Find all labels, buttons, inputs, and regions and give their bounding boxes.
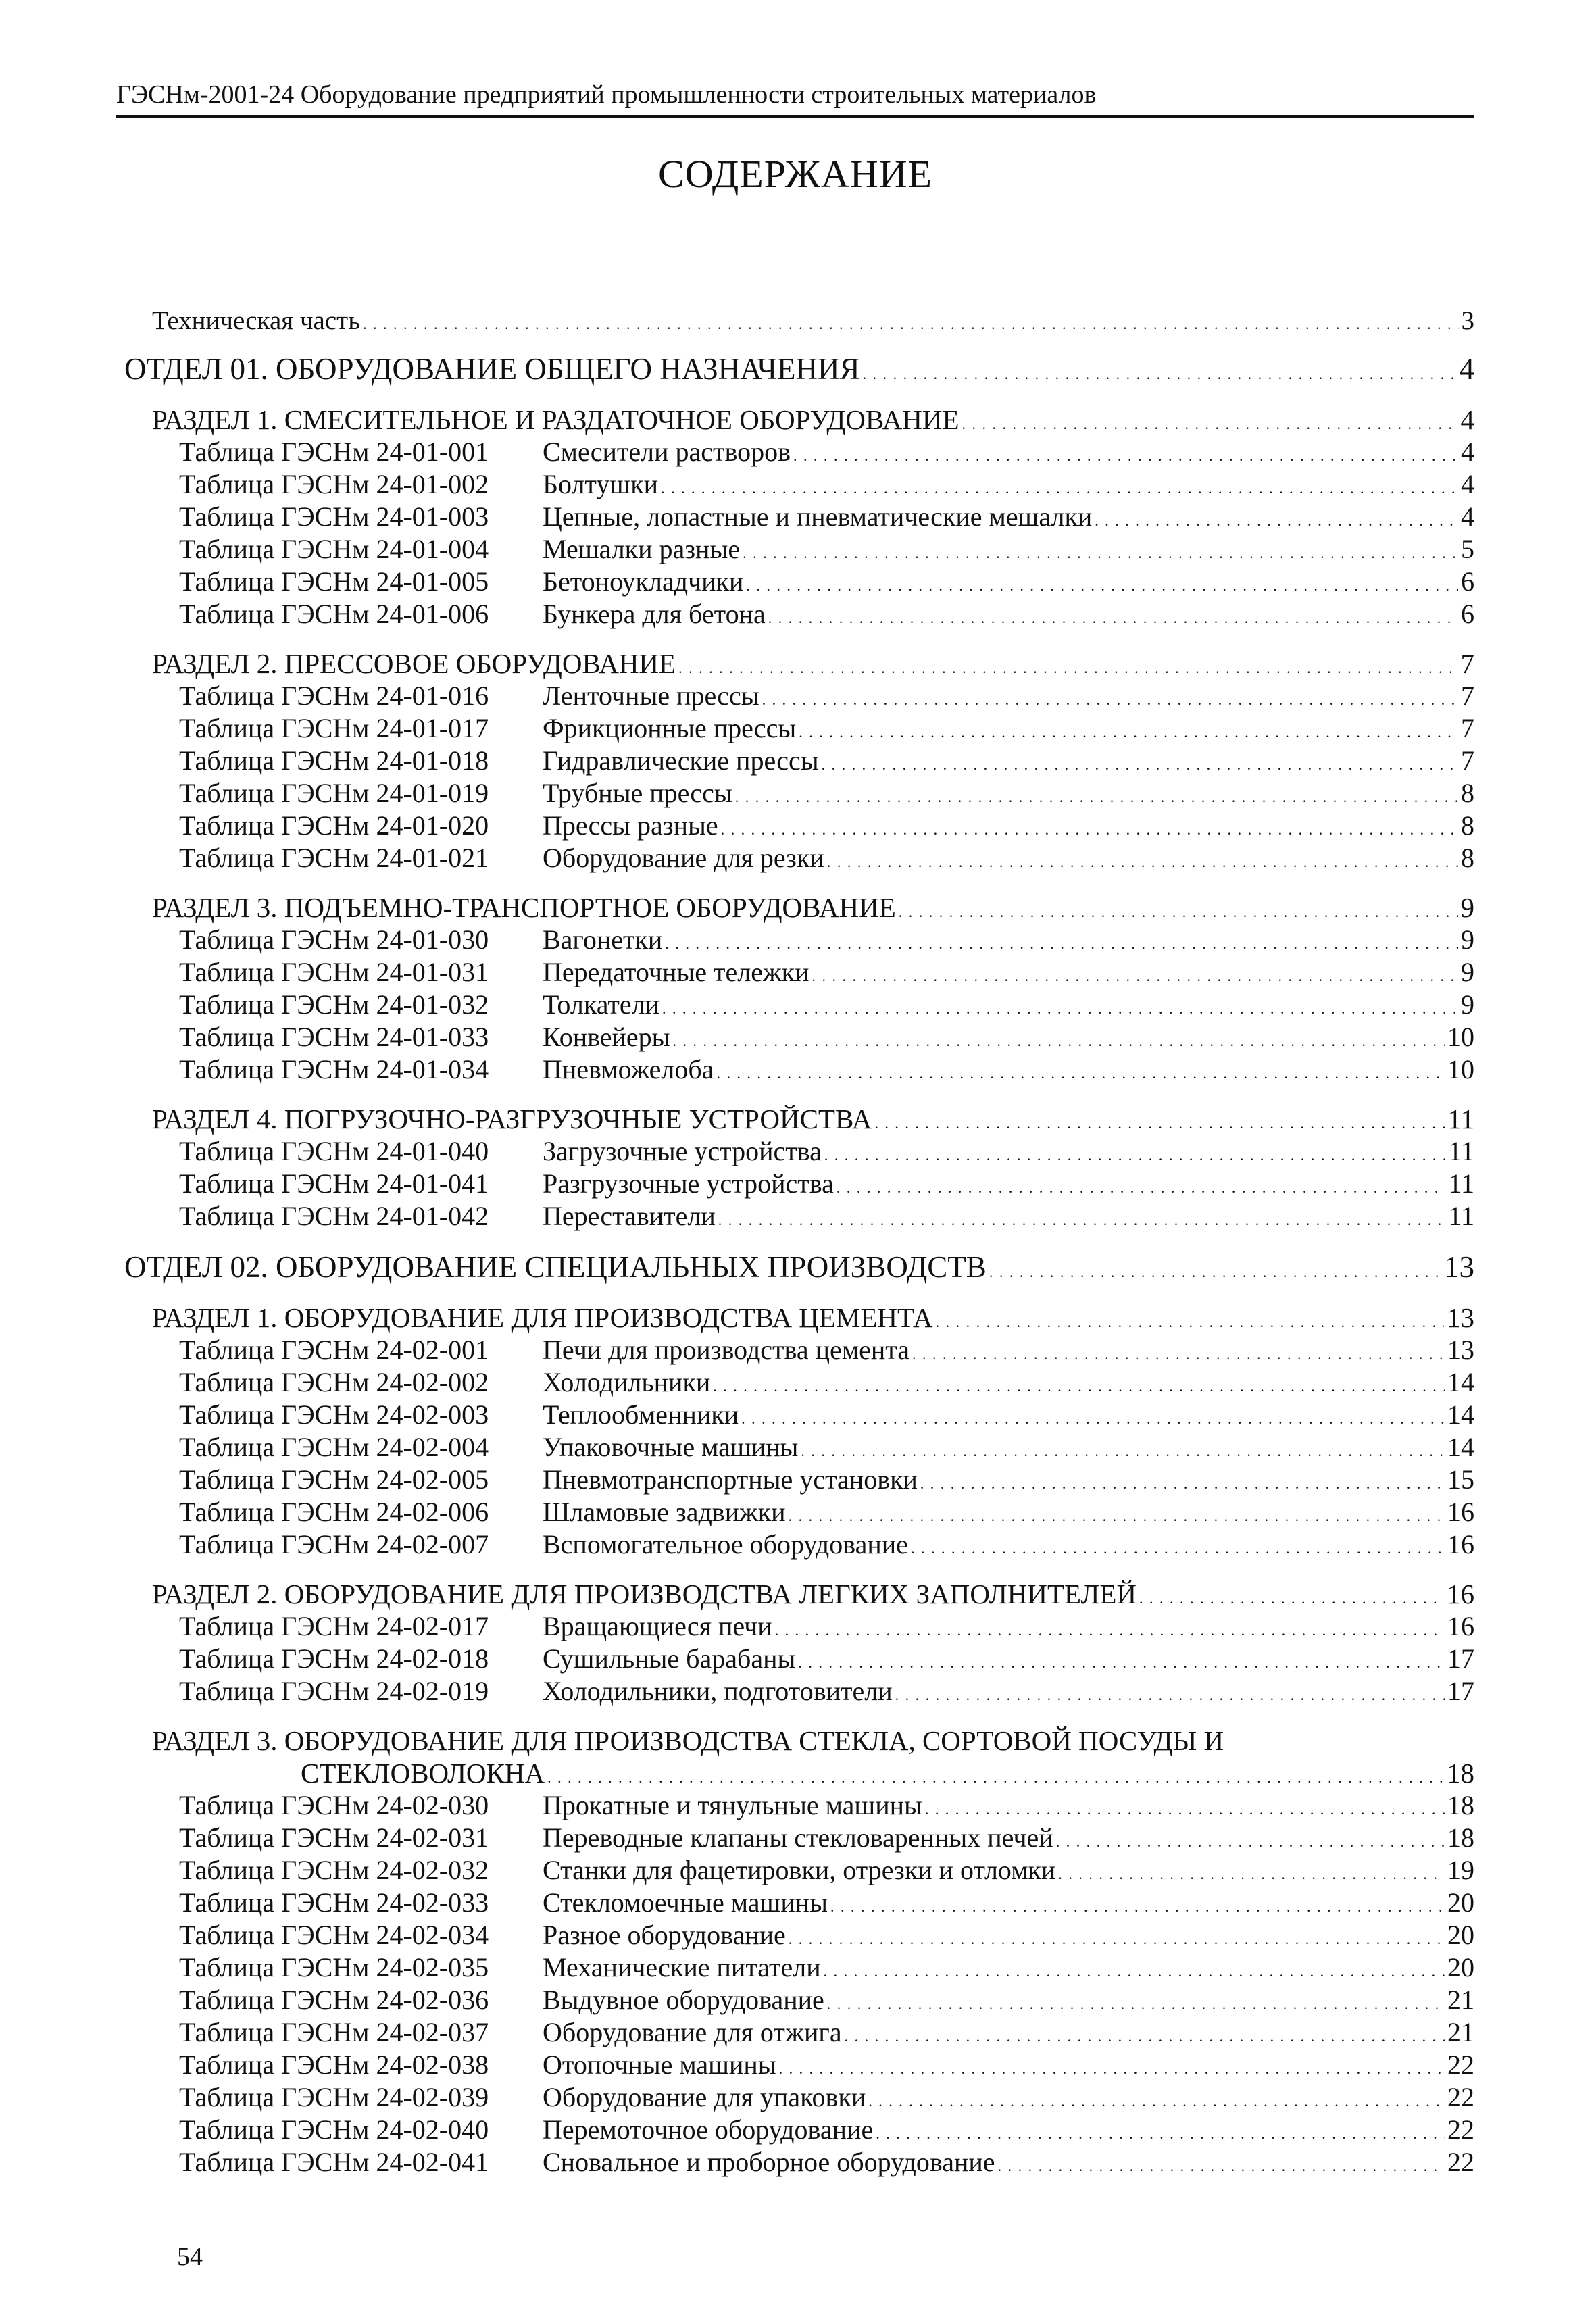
toc-page-number: 17 [1447, 1643, 1474, 1674]
toc-page-number: 18 [1447, 1822, 1474, 1853]
table-code: Таблица ГЭСНм 24-01-016 [179, 680, 489, 711]
dot-leader [735, 777, 1458, 809]
dot-leader [547, 1757, 1444, 1789]
dot-leader [746, 566, 1458, 597]
toc-entry-table[interactable] [179, 1951, 1474, 1984]
table-name: Теплообменники [543, 1399, 739, 1430]
dot-leader [799, 712, 1458, 744]
dot-leader [768, 598, 1458, 630]
table-name: Печи для производства цемента [543, 1335, 910, 1365]
toc-page-number: 8 [1461, 843, 1474, 873]
table-code: Таблица ГЭСНм 24-02-007 [179, 1529, 489, 1560]
dot-leader [678, 647, 1457, 680]
table-name: Цепные, лопастные и пневматические мешалки [543, 501, 1093, 532]
table-name: Толкатели [543, 989, 660, 1020]
toc-entry-table[interactable] [179, 1464, 1474, 1496]
toc-page-number: 17 [1447, 1676, 1474, 1706]
toc-page-number: 11 [1448, 1168, 1474, 1199]
toc-entry-table[interactable] [179, 1919, 1474, 1951]
toc-entry-otdel-01[interactable] [124, 351, 1474, 384]
table-name: Пневмотранспортные установки [543, 1464, 918, 1495]
table-code: Таблица ГЭСНм 24-01-034 [179, 1054, 489, 1085]
table-name: Ленточные прессы [543, 680, 759, 711]
dot-leader [899, 891, 1458, 924]
table-code: Таблица ГЭСНм 24-02-037 [179, 2017, 489, 2047]
table-name: Прессы разные [543, 810, 718, 841]
dot-leader [863, 351, 1457, 387]
table-code: Таблица ГЭСНм 24-02-002 [179, 1367, 489, 1397]
toc-page-number: 11 [1448, 1136, 1474, 1166]
dot-leader [895, 1675, 1445, 1707]
table-code: Таблица ГЭСНм 24-01-005 [179, 566, 489, 597]
toc-page-number: 18 [1447, 1758, 1474, 1789]
toc-page-number: 14 [1447, 1399, 1474, 1430]
table-code: Таблица ГЭСНм 24-02-035 [179, 1952, 489, 1983]
toc-entry-section[interactable] [152, 403, 1474, 436]
toc-entry-label: РАЗДЕЛ 3. ПОДЪЕМНО-ТРАНСПОРТНОЕ ОБОРУДОВАНИЕ [152, 892, 896, 923]
table-name: Вагонетки [543, 924, 663, 955]
dot-leader [868, 2081, 1445, 2113]
dot-leader [662, 989, 1458, 1020]
toc-page-number: 3 [1461, 306, 1474, 335]
table-name: Переставители [543, 1201, 716, 1231]
table-name: Разгрузочные устройства [543, 1168, 834, 1199]
table-code: Таблица ГЭСНм 24-02-041 [179, 2147, 489, 2177]
table-code: Таблица ГЭСНм 24-01-020 [179, 810, 489, 841]
toc-page-number: 4 [1461, 437, 1474, 467]
toc-page-number: 14 [1447, 1432, 1474, 1462]
toc-entry-table[interactable] [179, 2049, 1474, 2081]
table-code: Таблица ГЭСНм 24-02-018 [179, 1643, 489, 1674]
table-name: Отопочные машины [543, 2049, 776, 2080]
table-code: Таблица ГЭСНм 24-02-034 [179, 1920, 489, 1950]
table-name: Передаточные тележки [543, 957, 809, 987]
table-code: Таблица ГЭСНм 24-01-004 [179, 534, 489, 564]
toc-entry-table[interactable] [179, 1399, 1474, 1431]
table-code: Таблица ГЭСНм 24-02-039 [179, 2082, 489, 2112]
dot-leader [830, 1887, 1445, 1918]
toc-page-number: 5 [1461, 534, 1474, 564]
table-name: Мешалки разные [543, 534, 741, 564]
toc-entry-table[interactable] [179, 501, 1474, 533]
dot-leader [789, 1919, 1445, 1951]
dot-leader [837, 1168, 1446, 1199]
dot-leader [789, 1496, 1445, 1528]
table-name: Прокатные и тянульные машины [543, 1790, 922, 1820]
table-name: Холодильники, подготовители [543, 1676, 893, 1706]
dot-leader [812, 956, 1458, 988]
toc-entry-table[interactable] [179, 1984, 1474, 2016]
table-name: Механические питатели [543, 1952, 821, 1983]
toc-entry-table[interactable] [179, 1610, 1474, 1643]
table-code: Таблица ГЭСНм 24-01-032 [179, 989, 489, 1020]
toc-entry-table[interactable] [179, 810, 1474, 842]
toc-page-number: 18 [1447, 1790, 1474, 1820]
toc-entry-table[interactable] [179, 1822, 1474, 1854]
toc-entry-section[interactable] [152, 1301, 1474, 1334]
table-name: Переводные клапаны стекловаренных печей [543, 1822, 1053, 1853]
dot-leader [824, 1135, 1446, 1167]
toc-page-number: 19 [1447, 1855, 1474, 1885]
toc-entry-table[interactable] [179, 436, 1474, 468]
table-code: Таблица ГЭСНм 24-02-005 [179, 1464, 489, 1495]
toc-page-number: 22 [1447, 2147, 1474, 2177]
toc-entry-table[interactable] [179, 1496, 1474, 1528]
toc-page-number: 10 [1447, 1054, 1474, 1085]
table-name: Фрикционные прессы [543, 713, 797, 743]
toc-page-number: 9 [1461, 924, 1474, 955]
dot-leader [845, 2016, 1445, 2048]
table-code: Таблица ГЭСНм 24-02-004 [179, 1432, 489, 1462]
dot-leader [911, 1528, 1445, 1560]
toc-entry-table[interactable] [179, 745, 1474, 777]
toc-entry-label: ОТДЕЛ 02. ОБОРУДОВАНИЕ СПЕЦИАЛЬНЫХ ПРОИЗВОДСТВ [124, 1250, 987, 1284]
table-name: Стекломоечные машины [543, 1887, 828, 1918]
dot-leader [713, 1366, 1445, 1398]
toc-entry-table[interactable] [179, 1789, 1474, 1822]
toc-entry-table[interactable] [179, 1021, 1474, 1053]
dot-leader [1095, 501, 1458, 532]
toc-page-number: 4 [1459, 352, 1474, 386]
toc-page-number: 20 [1447, 1887, 1474, 1918]
dot-leader [762, 680, 1458, 712]
toc-page-number: 7 [1461, 680, 1474, 711]
toc-entry-table[interactable] [179, 2146, 1474, 2179]
page-number: 54 [177, 2243, 203, 2271]
toc-entry-table[interactable] [179, 1200, 1474, 1233]
toc-page-number: 15 [1447, 1464, 1474, 1495]
toc-entry-table[interactable] [179, 566, 1474, 598]
dot-leader [920, 1464, 1445, 1495]
dot-leader [363, 305, 1458, 336]
dot-leader [775, 1610, 1445, 1642]
toc-section-heading-line1[interactable]: РАЗДЕЛ 3. ОБОРУДОВАНИЕ ДЛЯ ПРОИЗВОДСТВА СТЕКЛА, СОРТОВОЙ ПОСУДЫ И [152, 1725, 1224, 1756]
table-code: Таблица ГЭСНм 24-01-040 [179, 1136, 489, 1166]
table-code: Таблица ГЭСНм 24-02-032 [179, 1855, 489, 1885]
toc-entry-table[interactable] [179, 533, 1474, 566]
table-code: Таблица ГЭСНм 24-01-042 [179, 1201, 489, 1231]
toc-page-number: 7 [1460, 648, 1474, 679]
table-name: Смесители растворов [543, 437, 791, 467]
toc-page-number: 6 [1461, 566, 1474, 597]
table-name: Упаковочные машины [543, 1432, 799, 1462]
toc-page-number: 4 [1461, 501, 1474, 532]
toc-page-number: 22 [1447, 2082, 1474, 2112]
dot-leader [661, 468, 1458, 500]
running-header: ГЭСНм-2001-24 Оборудование предприятий промышленности строительных материалов [116, 80, 1097, 109]
contents-title: СОДЕРЖАНИЕ [658, 152, 932, 196]
toc-entry-table[interactable] [179, 1135, 1474, 1168]
dot-leader [743, 533, 1458, 565]
table-code: Таблица ГЭСНм 24-01-001 [179, 437, 489, 467]
toc-page-number: 13 [1444, 1250, 1474, 1284]
table-name: Сновальное и проборное оборудование [543, 2147, 995, 2177]
table-code: Таблица ГЭСНм 24-02-036 [179, 1985, 489, 2015]
toc-page-number: 11 [1447, 1103, 1474, 1135]
table-code: Таблица ГЭСНм 24-01-017 [179, 713, 489, 743]
toc-entry-table[interactable] [179, 598, 1474, 630]
toc-page-number: 7 [1461, 745, 1474, 776]
dot-leader [801, 1431, 1445, 1463]
table-name: Оборудование для отжига [543, 2017, 842, 2047]
table-code: Таблица ГЭСНм 24-01-003 [179, 501, 489, 532]
toc-page-number: 8 [1461, 778, 1474, 808]
toc-entry-table[interactable] [179, 1431, 1474, 1464]
dot-leader [793, 436, 1458, 468]
table-name: Разное оборудование [543, 1920, 786, 1950]
table-code: Таблица ГЭСНм 24-02-001 [179, 1335, 489, 1365]
toc-entry-label: ОТДЕЛ 01. ОБОРУДОВАНИЕ ОБЩЕГО НАЗНАЧЕНИЯ [124, 352, 860, 386]
toc-entry-table[interactable] [179, 468, 1474, 501]
dot-leader [822, 745, 1458, 776]
toc-entry-table[interactable] [179, 777, 1474, 810]
table-name: Холодильники [543, 1367, 711, 1397]
table-name: Оборудование для резки [543, 843, 824, 873]
table-name: Конвейеры [543, 1022, 670, 1052]
toc-page-number: 7 [1461, 713, 1474, 743]
table-name: Оборудование для упаковки [543, 2082, 866, 2112]
toc-entry-label: РАЗДЕЛ 4. ПОГРУЗОЧНО-РАЗГРУЗОЧНЫЕ УСТРОЙСТВА [152, 1103, 872, 1135]
toc-entry-label: РАЗДЕЛ 2. ПРЕССОВОЕ ОБОРУДОВАНИЕ [152, 648, 676, 679]
toc-page-number: 13 [1447, 1302, 1474, 1333]
dot-leader [779, 2049, 1445, 2081]
toc-entry-table[interactable] [179, 2016, 1474, 2049]
table-code: Таблица ГЭСНм 24-01-033 [179, 1022, 489, 1052]
table-code: Таблица ГЭСНм 24-02-003 [179, 1399, 489, 1430]
dot-leader [936, 1301, 1444, 1334]
toc-entry-table[interactable] [179, 1528, 1474, 1561]
toc-entry-table[interactable] [179, 1887, 1474, 1919]
dot-leader [718, 1200, 1446, 1232]
toc-page-number: 16 [1447, 1578, 1474, 1610]
dot-leader [998, 2146, 1445, 2178]
toc-entry-table[interactable] [179, 1366, 1474, 1399]
toc-page-number: 21 [1447, 1985, 1474, 2015]
dot-leader [876, 2114, 1445, 2145]
dot-leader [741, 1399, 1445, 1430]
table-name: Сушильные барабаны [543, 1643, 796, 1674]
table-code: Таблица ГЭСНм 24-02-033 [179, 1887, 489, 1918]
table-code: Таблица ГЭСНм 24-02-038 [179, 2049, 489, 2080]
toc-entry-table[interactable] [179, 1334, 1474, 1366]
dot-leader [1056, 1822, 1445, 1853]
toc-entry-label: СТЕКЛОВОЛОКНА [301, 1758, 545, 1789]
dot-leader [912, 1334, 1445, 1366]
table-code: Таблица ГЭСНм 24-02-017 [179, 1611, 489, 1641]
toc-entry-otdel-02[interactable] [124, 1249, 1474, 1282]
table-name: Болтушки [543, 469, 658, 499]
table-code: Таблица ГЭСНм 24-02-019 [179, 1676, 489, 1706]
toc-entry-table[interactable] [179, 712, 1474, 745]
toc-entry-section[interactable] [152, 891, 1474, 924]
table-name: Перемоточное оборудование [543, 2114, 874, 2145]
table-code: Таблица ГЭСНм 24-02-031 [179, 1822, 489, 1853]
toc-entry-table[interactable] [179, 1854, 1474, 1887]
toc-entry-label: РАЗДЕЛ 1. ОБОРУДОВАНИЕ ДЛЯ ПРОИЗВОДСТВА ЦЕМЕНТА [152, 1302, 933, 1333]
toc-page-number: 14 [1447, 1367, 1474, 1397]
toc-entry-label: Техническая часть [152, 306, 361, 335]
toc-page-number: 6 [1461, 599, 1474, 629]
toc-page-number: 4 [1461, 469, 1474, 499]
toc-page-number: 9 [1461, 989, 1474, 1020]
table-name: Бункера для бетона [543, 599, 766, 629]
toc-entry-table[interactable] [179, 2114, 1474, 2146]
table-code: Таблица ГЭСНм 24-01-002 [179, 469, 489, 499]
toc-page-number: 4 [1460, 404, 1474, 435]
dot-leader [1058, 1854, 1445, 1886]
toc-page-number: 11 [1448, 1201, 1474, 1231]
toc-page-number: 22 [1447, 2049, 1474, 2080]
toc-entry-table[interactable] [179, 1675, 1474, 1708]
toc-page-number: 8 [1461, 810, 1474, 841]
toc-entry-table[interactable] [179, 989, 1474, 1021]
table-code: Таблица ГЭСНм 24-01-030 [179, 924, 489, 955]
table-code: Таблица ГЭСНм 24-01-019 [179, 778, 489, 808]
toc-entry-section[interactable] [152, 1103, 1474, 1135]
toc-entry-table[interactable] [179, 1053, 1474, 1086]
toc-entry-label: РАЗДЕЛ 2. ОБОРУДОВАНИЕ ДЛЯ ПРОИЗВОДСТВА ЛЕГКИХ ЗАПОЛНИТЕЛЕЙ [152, 1578, 1137, 1610]
table-code: Таблица ГЭСНм 24-01-041 [179, 1168, 489, 1199]
toc-page-number: 10 [1447, 1022, 1474, 1052]
toc-page-number: 13 [1447, 1335, 1474, 1365]
toc-page-number: 9 [1461, 957, 1474, 987]
dot-leader [827, 1984, 1445, 2016]
table-name: Бетоноукладчики [543, 566, 744, 597]
dot-leader [721, 810, 1458, 841]
dot-leader [798, 1643, 1445, 1674]
dot-leader [989, 1249, 1441, 1285]
toc-entry-table[interactable] [179, 842, 1474, 874]
dot-leader [717, 1053, 1445, 1085]
toc-entry-table[interactable] [179, 924, 1474, 956]
toc-page-number: 22 [1447, 2114, 1474, 2145]
table-code: Таблица ГЭСНм 24-01-021 [179, 843, 489, 873]
toc-page-number: 20 [1447, 1920, 1474, 1950]
table-name: Гидравлические прессы [543, 745, 819, 776]
toc-page-number: 16 [1447, 1529, 1474, 1560]
dot-leader [874, 1103, 1445, 1135]
table-name: Выдувное оборудование [543, 1985, 824, 2015]
dot-leader [665, 924, 1458, 955]
toc-page-number: 21 [1447, 2017, 1474, 2047]
toc-entry-table[interactable] [179, 956, 1474, 989]
dot-leader [827, 842, 1458, 874]
table-name: Вращающиеся печи [543, 1611, 772, 1641]
table-name: Шламовые задвижки [543, 1497, 786, 1527]
dot-leader [673, 1021, 1445, 1053]
table-code: Таблица ГЭСНм 24-02-040 [179, 2114, 489, 2145]
table-name: Пневможелоба [543, 1054, 714, 1085]
toc-entry-table[interactable] [179, 2081, 1474, 2114]
table-code: Таблица ГЭСНм 24-01-018 [179, 745, 489, 776]
toc-entry-section[interactable] [152, 647, 1474, 680]
toc-entry-table[interactable] [179, 1643, 1474, 1675]
table-code: Таблица ГЭСНм 24-02-006 [179, 1497, 489, 1527]
toc-entry-section[interactable] [301, 1757, 1474, 1789]
table-code: Таблица ГЭСНм 24-02-030 [179, 1790, 489, 1820]
toc-entry-technical-part[interactable] [152, 305, 1474, 338]
dot-leader [962, 403, 1458, 436]
toc-page-number: 20 [1447, 1952, 1474, 1983]
toc-entry-table[interactable] [179, 680, 1474, 712]
table-name: Вспомогательное оборудование [543, 1529, 908, 1560]
toc-entry-label: РАЗДЕЛ 1. СМЕСИТЕЛЬНОЕ И РАЗДАТОЧНОЕ ОБОРУДОВАНИЕ [152, 404, 959, 435]
toc-entry-section[interactable] [152, 1578, 1474, 1610]
table-name: Станки для фацетировки, отрезки и отломки [543, 1855, 1056, 1885]
table-code: Таблица ГЭСНм 24-01-006 [179, 599, 489, 629]
toc-page-number: 16 [1447, 1497, 1474, 1527]
toc-page-number: 9 [1460, 892, 1474, 923]
toc-entry-table[interactable] [179, 1168, 1474, 1200]
table-code: Таблица ГЭСНм 24-01-031 [179, 957, 489, 987]
table-name: Трубные прессы [543, 778, 732, 808]
table-name: Загрузочные устройства [543, 1136, 822, 1166]
dot-leader [925, 1789, 1445, 1821]
toc-page-number: 16 [1447, 1611, 1474, 1641]
dot-leader [1139, 1578, 1444, 1610]
dot-leader [824, 1951, 1445, 1983]
